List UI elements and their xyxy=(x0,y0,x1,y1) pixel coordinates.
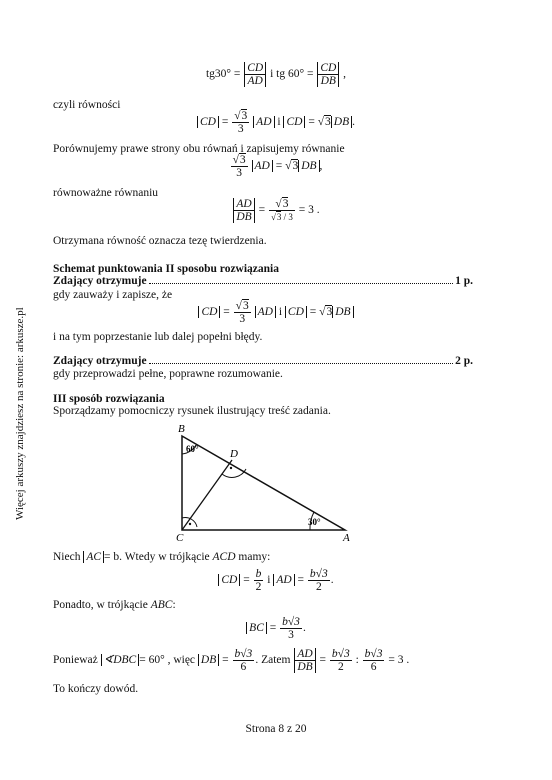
equation-right-sides: $\frac{√3}{3}$ AD = √3 DB , xyxy=(232,154,323,179)
text-czyli: czyli równości xyxy=(53,99,121,111)
text-ponadto: Ponadto, w trójkącie ABC: xyxy=(53,599,176,611)
triangle-figure xyxy=(170,420,360,542)
label-angle-30: 30° xyxy=(308,517,321,527)
text-poniewaz: Ponieważ ∢DBC = 60° , więc DB = $\frac{b√3}{6}$ . Zatem $\frac{AD}{DB}$ = $\frac{b√3}{2}$ : $\frac{b√3}{6}$ = 3 . xyxy=(53,648,410,673)
text-niech: Niech AC = b. Wtedy w trójkącie ACD mamy: xyxy=(53,551,271,563)
heading-sposob-3: III sposób rozwiązania xyxy=(53,393,165,405)
text-porownujemy: Porównujemy prawe strony obu równań i zapisujemy równanie xyxy=(53,143,345,155)
text-otrzymana: Otrzymana równość oznacza tezę twierdzenia. xyxy=(53,235,267,247)
text-i-na-tym: i na tym poprzestanie lub dalej popełni błędy. xyxy=(53,331,263,343)
label-c: C xyxy=(176,532,184,542)
text-konczy: To kończy dowód. xyxy=(53,683,139,695)
side-watermark: Więcej arkuszy znajdziesz na stronie: arkusze.pl xyxy=(14,307,26,520)
equation-cd-ad: CD = $\frac{b}{2}$ i AD = $\frac{b√3}{2}$ . xyxy=(0,568,552,593)
page-footer: Strona 8 z 20 xyxy=(245,723,307,735)
label-a: A xyxy=(343,532,350,542)
label-b: B xyxy=(178,423,185,435)
right-angle-d-dot xyxy=(230,467,232,469)
triangle-abc xyxy=(182,436,345,530)
label-angle-60: 60° xyxy=(186,444,199,454)
tg-equation: tg30° = $\frac{CD}{AD}$ i tg 60° = $\frac{CD}{DB}$ , xyxy=(205,62,347,87)
equation-ratio: $\frac{AD}{DB}$ = $\frac{√3}{√3 / 3}$ = 3 . xyxy=(0,198,552,223)
label-d: D xyxy=(230,448,238,460)
equalities-cd: CD = $\frac{√3}{3}$ AD i CD = √3 DB . xyxy=(0,110,552,135)
heading-schemat: Schemat punktowania II sposobu rozwiązania xyxy=(53,263,280,275)
scoring-row-1: Zdający otrzymuje 1 p. xyxy=(53,275,473,287)
scoring-row-2: Zdający otrzymuje 2 p. xyxy=(53,355,473,367)
text-rownowazne: równoważne równaniu xyxy=(53,187,159,199)
text-sporzadzamy: Sporządzamy pomocniczy rysunek ilustrujący treść zadania. xyxy=(53,405,331,417)
right-angle-c-dot xyxy=(189,523,191,525)
equation-scoring: CD = $\frac{√3}{3}$ AD i CD = √3 DB xyxy=(0,300,552,325)
text-gdy-przeprowadzi: gdy przeprowadzi pełne, poprawne rozumowanie. xyxy=(53,368,283,380)
equation-bc: BC = $\frac{b√3}{3}$ . xyxy=(0,616,552,641)
text-gdy-zauwazy: gdy zauważy i zapisze, że xyxy=(53,289,173,301)
altitude-cd xyxy=(182,460,232,530)
